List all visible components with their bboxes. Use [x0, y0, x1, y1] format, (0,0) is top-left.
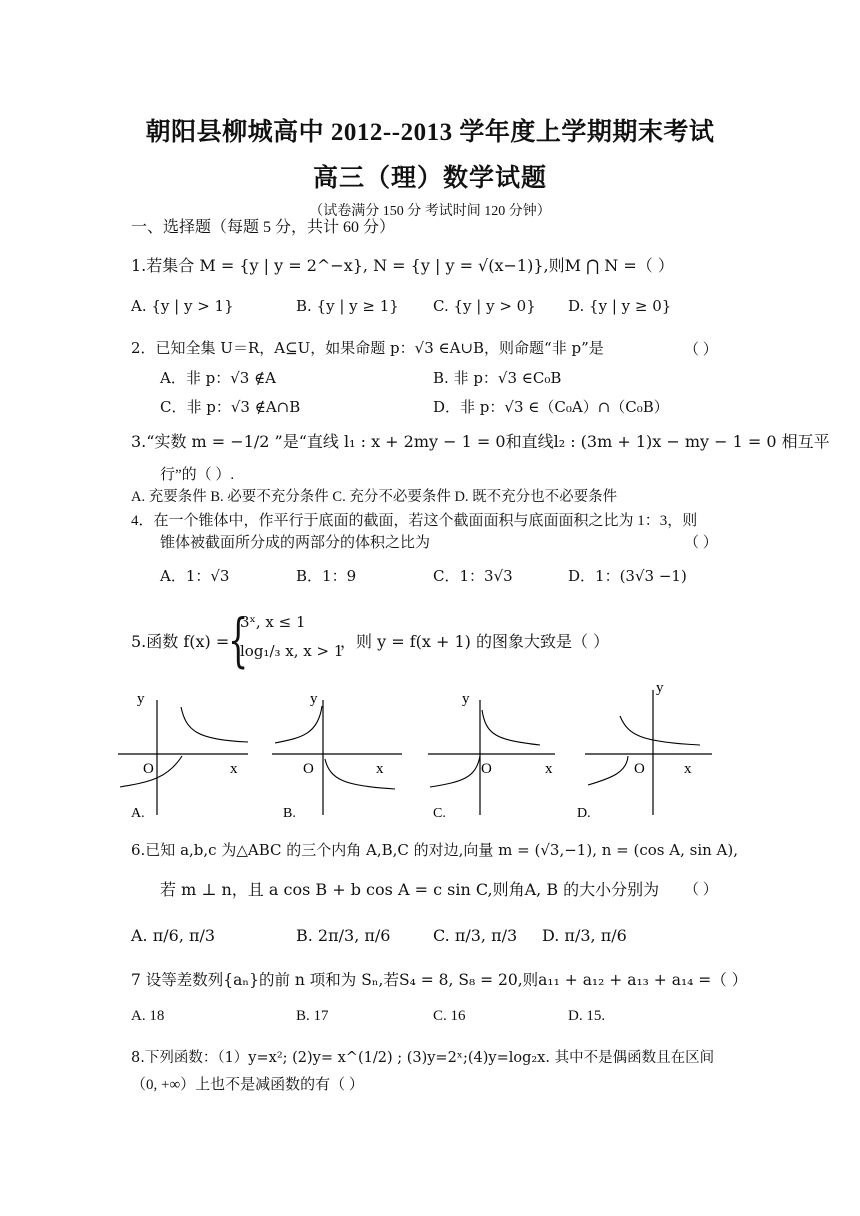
question-1-stem: 1.若集合 M = {y | y = 2^−x}, N = {y | y = √(x−1)},则M ⋂ N =（ ）	[131, 256, 674, 275]
question-3-stem-cont: 行”的（ ）.	[160, 467, 235, 483]
graph-b-origin-label: O	[303, 761, 314, 777]
exam-subtitle: 高三（理）数学试题	[312, 165, 547, 192]
graph-a-y-label: y	[137, 691, 145, 707]
question-6-option-b: B. 2π/3, π/6	[296, 926, 391, 945]
question-5-case-2: log₁/₃ x, x > 1	[240, 642, 344, 660]
question-7-option-a: A. 18	[131, 1008, 165, 1024]
question-1-option-c: C. {y | y > 0}	[433, 297, 536, 315]
graph-c-x-label: x	[545, 761, 553, 777]
question-6-option-c: C. π/3, π/3	[433, 926, 518, 945]
question-8-stem-cont: （0, +∞）上也不是减函数的有（ ）	[131, 1077, 364, 1093]
question-2-option-b: B. 非 p：√3 ∈C₀B	[433, 369, 562, 387]
graph-c	[428, 691, 555, 821]
question-3-options: A. 充要条件 B. 必要不充分条件 C. 充分不必要条件 D. 既不充分也不必要条件	[131, 489, 618, 505]
section-heading: 一、选择题（每题 5 分，共计 60 分）	[131, 219, 396, 236]
question-4-stem-cont: 锥体被截面所分成的两部分的体积之比为	[160, 535, 431, 551]
question-4-option-a: A．1：√3	[160, 567, 230, 585]
graph-c-option-label: C.	[433, 806, 446, 821]
question-6-stem: 6.已知 a,b,c 为△ABC 的三个内角 A,B,C 的对边,向量 m = (√3,−1), n = (cos A, sin A),	[131, 841, 738, 859]
piecewise-brace: {	[228, 606, 249, 674]
question-4-paren: （ ）	[684, 535, 718, 551]
question-2-option-a: A．非 p：√3 ∉A	[160, 369, 277, 387]
question-6-paren: （ ）	[684, 882, 718, 898]
graph-d-origin-label: O	[634, 761, 645, 777]
question-7-option-b: B. 17	[296, 1008, 329, 1024]
question-6-option-a: A. π/6, π/3	[131, 926, 216, 945]
graph-a-x-label: x	[230, 761, 238, 777]
question-7-option-d: D. 15.	[568, 1008, 606, 1024]
graph-c-y-label: y	[462, 691, 470, 707]
question-2-option-c: C．非 p：√3 ∉A∩B	[160, 398, 301, 416]
graph-b-x-label: x	[376, 761, 384, 777]
question-2-option-d: D．非 p：√3 ∈（C₀A）∩（C₀B）	[433, 398, 669, 416]
question-6-stem-cont: 若 m ⊥ n，且 a cos B + b cos A = c sin C,则角A, B 的大小分别为	[160, 880, 660, 899]
exam-info: （试卷满分 150 分 考试时间 120 分钟）	[309, 204, 551, 219]
graph-a	[118, 691, 248, 821]
question-4-stem: 4．在一个锥体中，作平行于底面的截面，若这个截面面积与底面面积之比为 1：3，则	[131, 513, 698, 529]
question-2-stem: 2．已知全集 U＝R，A⊆U，如果命题 p：√3 ∈A∪B，则命题“非 p”是	[131, 339, 604, 357]
question-6-option-d: D. π/3, π/6	[542, 926, 627, 945]
question-4-option-b: B．1：9	[296, 567, 357, 585]
graph-b-y-label: y	[310, 691, 318, 707]
question-7-option-c: C. 16	[433, 1008, 466, 1024]
question-5-prefix: 5.函数 f(x) =	[131, 632, 230, 651]
graph-b-option-label: B.	[283, 806, 296, 821]
graph-b	[272, 691, 402, 821]
graph-d-x-label: x	[684, 761, 692, 777]
exam-title: 朝阳县柳城高中 2012--2013 学年度上学期期末考试	[145, 119, 715, 146]
question-4-option-d: D．1：(3√3 −1)	[568, 567, 687, 585]
graph-d	[577, 680, 712, 821]
question-1-option-b: B. {y | y ≥ 1}	[296, 297, 399, 315]
graph-a-origin-label: O	[143, 761, 154, 777]
question-2-paren: （ ）	[684, 342, 718, 358]
question-8-stem: 8.下列函数：（1）y=x²; (2)y= x^(1/2) ; (3)y=2ˣ;(4)y=log₂x. 其中不是偶函数且在区间	[131, 1050, 715, 1066]
graph-d-y-label: y	[656, 680, 664, 696]
question-4-option-c: C．1：3√3	[433, 567, 513, 585]
graph-c-origin-label: O	[481, 761, 492, 777]
question-1-option-a: A. {y | y > 1}	[131, 297, 234, 315]
question-3-stem: 3.“实数 m = −1/2 ”是“直线 l₁ : x + 2my − 1 = 0和直线l₂ : (3m + 1)x − my − 1 = 0 相互平	[131, 432, 830, 451]
question-1-option-d: D. {y | y ≥ 0}	[568, 297, 672, 315]
question-5-case-1: 3ˣ, x ≤ 1	[240, 613, 306, 631]
graph-a-option-label: A.	[131, 806, 145, 821]
question-7-stem: 7 设等差数列{aₙ}的前 n 项和为 Sₙ,若S₄ = 8, S₈ = 20,则a₁₁ + a₁₂ + a₁₃ + a₁₄ =（ ）	[131, 971, 748, 989]
question-5-suffix: ，则 y = f(x + 1) 的图象大致是（ ）	[340, 632, 610, 651]
graph-d-option-label: D.	[577, 806, 591, 821]
